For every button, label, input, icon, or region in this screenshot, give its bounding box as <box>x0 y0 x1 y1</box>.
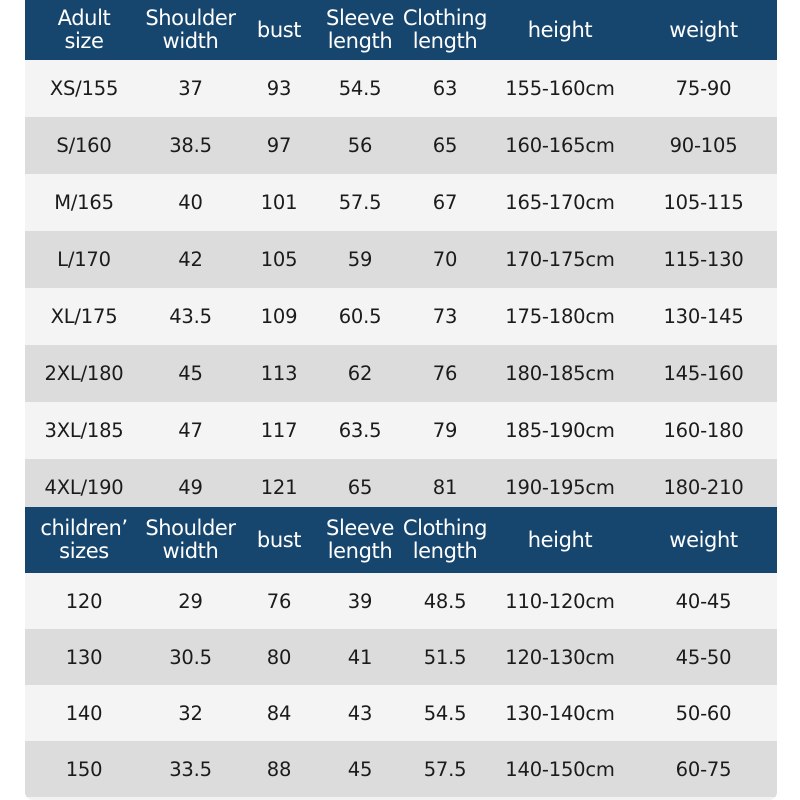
cell-clothing-length: 48.5 <box>423 589 467 613</box>
cell-height: 190-195cm <box>505 476 615 499</box>
cell-bust: 97 <box>266 134 292 157</box>
cell-height: 140-150cm <box>505 757 615 781</box>
table-row <box>25 60 777 117</box>
cell-shoulder-width: 45 <box>178 362 203 385</box>
header-weight: weight <box>669 17 738 42</box>
table-row <box>25 231 777 288</box>
size-chart <box>25 0 777 800</box>
cell-sleeve-length: 43 <box>347 701 373 725</box>
cell-bust: 101 <box>260 191 298 214</box>
cell-weight: 130-145 <box>663 305 744 328</box>
table-row <box>25 402 777 459</box>
cell-size: M/165 <box>54 191 114 214</box>
header-sleeve-length: Sleeve length <box>326 516 394 563</box>
cell-sleeve-length: 60.5 <box>338 305 382 328</box>
cell-shoulder-width: 49 <box>178 476 203 499</box>
cell-bust: 80 <box>266 645 292 669</box>
cell-size: S/160 <box>56 134 112 157</box>
cell-height: 130-140cm <box>505 701 615 725</box>
cell-sleeve-length: 39 <box>347 589 373 613</box>
cell-size: 2XL/180 <box>44 362 124 385</box>
cell-clothing-length: 57.5 <box>423 757 467 781</box>
table-row <box>25 573 777 629</box>
cell-sleeve-length: 45 <box>347 757 373 781</box>
cell-clothing-length: 73 <box>432 305 458 328</box>
table-row <box>25 685 777 741</box>
cell-clothing-length: 70 <box>432 248 458 271</box>
cell-height: 165-170cm <box>505 191 615 214</box>
cell-height: 155-160cm <box>505 77 615 100</box>
cell-weight: 180-210 <box>663 476 744 499</box>
cell-height: 170-175cm <box>505 248 615 271</box>
cell-weight: 145-160 <box>663 362 744 385</box>
cell-shoulder-width: 38.5 <box>169 134 212 157</box>
cell-bust: 88 <box>266 757 292 781</box>
cell-shoulder-width: 37 <box>178 77 203 100</box>
children-size-table <box>25 507 777 797</box>
cell-clothing-length: 65 <box>432 134 458 157</box>
cell-clothing-length: 76 <box>432 362 458 385</box>
header-clothing-length: Clothing length <box>402 516 488 563</box>
children-header-row <box>25 507 777 573</box>
cell-shoulder-width: 32 <box>178 701 203 725</box>
table-row <box>25 117 777 174</box>
header-bust: bust <box>256 17 302 42</box>
cell-clothing-length: 51.5 <box>423 645 467 669</box>
header-bust: bust <box>256 527 302 552</box>
header-size: Adult size <box>57 6 111 53</box>
header-clothing-length: Clothing length <box>402 6 488 53</box>
cell-size: 140 <box>65 701 103 725</box>
cell-bust: 117 <box>260 419 298 442</box>
header-size: children’ sizes <box>40 516 128 563</box>
cell-clothing-length: 79 <box>432 419 458 442</box>
cell-height: 185-190cm <box>505 419 615 442</box>
cell-sleeve-length: 63.5 <box>338 419 382 442</box>
cell-size: 130 <box>65 645 103 669</box>
table-row <box>25 741 777 797</box>
cell-sleeve-length: 59 <box>347 248 373 271</box>
cell-sleeve-length: 62 <box>347 362 373 385</box>
adult-header-row <box>25 0 777 60</box>
cell-clothing-length: 81 <box>432 476 458 499</box>
header-shoulder-width: Shoulder width <box>145 6 236 53</box>
cell-sleeve-length: 54.5 <box>338 77 382 100</box>
cell-sleeve-length: 41 <box>347 645 373 669</box>
cell-height: 110-120cm <box>505 589 615 613</box>
cell-weight: 160-180 <box>663 419 744 442</box>
cell-weight: 45-50 <box>675 645 732 669</box>
cell-weight: 115-130 <box>663 248 744 271</box>
cell-shoulder-width: 42 <box>178 248 203 271</box>
cell-weight: 60-75 <box>675 757 732 781</box>
cell-shoulder-width: 30.5 <box>169 645 212 669</box>
cell-clothing-length: 54.5 <box>423 701 467 725</box>
cell-bust: 113 <box>260 362 298 385</box>
cell-height: 175-180cm <box>505 305 615 328</box>
cell-sleeve-length: 65 <box>347 476 373 499</box>
cell-bust: 84 <box>266 701 292 725</box>
cell-sleeve-length: 57.5 <box>338 191 382 214</box>
header-sleeve-length: Sleeve length <box>326 6 394 53</box>
cell-size: 4XL/190 <box>44 476 124 499</box>
cell-weight: 105-115 <box>663 191 744 214</box>
cell-size: 120 <box>65 589 103 613</box>
cell-size: XL/175 <box>50 305 118 328</box>
table-row <box>25 629 777 685</box>
cell-size: 150 <box>65 757 103 781</box>
header-weight: weight <box>669 527 738 552</box>
cell-shoulder-width: 40 <box>178 191 203 214</box>
header-height: height <box>527 527 593 552</box>
cell-shoulder-width: 29 <box>178 589 203 613</box>
cell-weight: 50-60 <box>675 701 732 725</box>
cell-size: L/170 <box>57 248 111 271</box>
cell-clothing-length: 63 <box>432 77 458 100</box>
cell-weight: 75-90 <box>675 77 732 100</box>
cell-weight: 40-45 <box>675 589 732 613</box>
cell-bust: 105 <box>260 248 298 271</box>
cell-size: XS/155 <box>49 77 119 100</box>
cell-height: 160-165cm <box>505 134 615 157</box>
header-shoulder-width: Shoulder width <box>145 516 236 563</box>
cell-bust: 121 <box>260 476 298 499</box>
cell-height: 180-185cm <box>505 362 615 385</box>
cell-bust: 93 <box>266 77 292 100</box>
cell-size: 3XL/185 <box>44 419 124 442</box>
cell-bust: 109 <box>260 305 298 328</box>
cell-weight: 90-105 <box>669 134 738 157</box>
table-row <box>25 345 777 402</box>
cell-height: 120-130cm <box>505 645 615 669</box>
header-height: height <box>527 17 593 42</box>
cell-sleeve-length: 56 <box>347 134 373 157</box>
cell-shoulder-width: 33.5 <box>169 757 212 781</box>
adult-size-table <box>25 0 777 516</box>
table-row <box>25 174 777 231</box>
cell-clothing-length: 67 <box>432 191 458 214</box>
cell-shoulder-width: 43.5 <box>169 305 212 328</box>
cell-bust: 76 <box>266 589 292 613</box>
table-row <box>25 288 777 345</box>
cell-shoulder-width: 47 <box>178 419 203 442</box>
